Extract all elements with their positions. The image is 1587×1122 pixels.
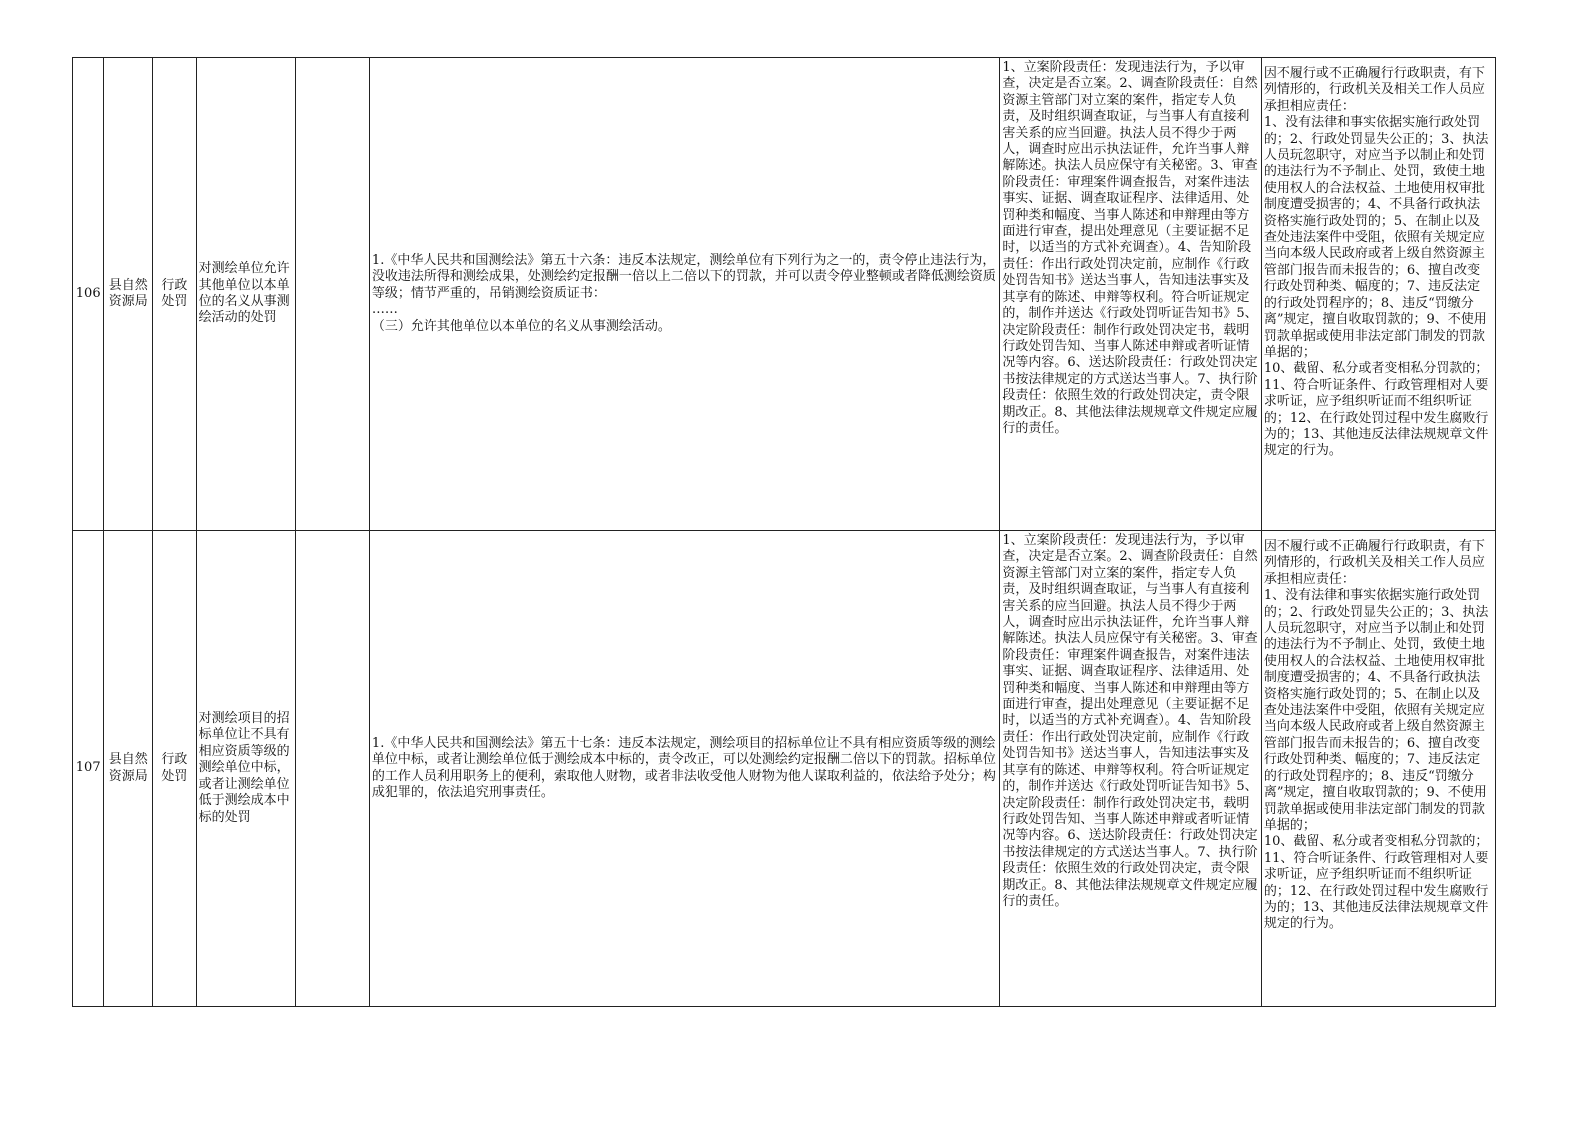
item-name-cell: 对测绘单位允许其他单位以本单位的名义从事测绘活动的处罚 — [196, 58, 295, 531]
empty-cell — [295, 531, 369, 1007]
legal-basis-text: 1.《中华人民共和国测绘法》第五十七条：违反本法规定，测绘项目的招标单位让不具有相应资质等级的测绘单位中标，或者让测绘单位低于测绘成本中标的，责令改正，可以处测绘约定报酬二倍以下的罚款。招标单位的工作人员利用职务上的便利，索取他人财物，或者非法收受他人财物为他人谋取利益的，依法给予处分；构成犯罪的，依法追究刑事责任。 — [371, 735, 996, 800]
legal-basis-clause: （三）允许其他单位以本单位的名义从事测绘活动。 — [371, 318, 671, 334]
item-name-cell: 对测绘项目的招标单位让不具有相应资质等级的测绘单位中标，或者让测绘单位低于测绘成本中标的处罚 — [196, 531, 295, 1007]
legal-basis-cell — [369, 531, 999, 1007]
power-type-cell: 行政处罚 — [153, 531, 197, 1007]
table-row — [73, 58, 1496, 531]
table-row — [73, 531, 1496, 1007]
legal-basis-ellipsis: …… — [371, 302, 398, 318]
department-cell: 县自然资源局 — [104, 58, 153, 531]
empty-cell — [295, 58, 369, 531]
power-list-table — [72, 57, 1496, 1007]
accountability-cell: 因不履行或不正确履行行政职责，有下列情形的，行政机关及相关工作人员应承担相应责任： 1、没有法律和事实依据实施行政处罚的；2、行政处罚显失公正的；3、执法人员玩忽职守，对应当予以制止和处罚的违法行为不予制止、处罚，致使土地使用权人的合法权益、土地使用权审批制度遭受损害的；4、不具备行政执法资格实施行政处罚的；5、在制止以及查处违法案件中受阻，依照有关规定应当向本级人民政府或者上级自然资源主管部门报告而未报告的；6、擅自改变行政处罚种类、幅度的；7、违反法定的行政处罚程序的；8、违反“罚缴分离”规定，擅自收取罚款的；9、不使用罚款单据或使用非法定部门制发的罚款单据的； 10、截留、私分或者变相私分罚款的；11、符合听证条件、行政管理相对人要求听证，应予组织听证而不组织听证的；12、在行政处罚过程中发生腐败行为的；13、其他违反法律法规规章文件规定的行为。 — [1261, 531, 1495, 1007]
responsibility-cell: 1、立案阶段责任：发现违法行为，予以审查，决定是否立案。2、调查阶段责任：自然资源主管部门对立案的案件，指定专人负责，及时组织调查取证，与当事人有直接利害关系的应当回避。执法人员不得少于两人，调查时应出示执法证件，允许当事人辩解陈述。执法人员应保守有关秘密。3、审查阶段责任：审理案件调查报告，对案件违法事实、证据、调查取证程序、法律适用、处罚种类和幅度、当事人陈述和申辩理由等方面进行审查，提出处理意见（主要证据不足时，以适当的方式补充调查）。4、告知阶段责任：作出行政处罚决定前，应制作《行政处罚告知书》送达当事人，告知违法事实及其享有的陈述、申辩等权利。符合听证规定的，制作并送达《行政处罚听证告知书》5、决定阶段责任：制作行政处罚决定书，载明行政处罚告知、当事人陈述申辩或者听证情况等内容。6、送达阶段责任：行政处罚决定书按法律规定的方式送达当事人。7、执行阶段责任：依照生效的行政处罚决定，责令限期改正。8、其他法律法规规章文件规定应履行的责任。 — [1000, 58, 1261, 531]
legal-basis-cell — [369, 58, 999, 531]
row-number: 107 — [73, 531, 104, 1007]
power-type-cell: 行政处罚 — [153, 58, 197, 531]
legal-basis-text: 1.《中华人民共和国测绘法》第五十六条：违反本法规定，测绘单位有下列行为之一的，责令停止违法行为，没收违法所得和测绘成果，处测绘约定报酬一倍以上二倍以下的罚款，并可以责令停业整顿或者降低测绘资质等级；情节严重的，吊销测绘资质证书： — [371, 252, 996, 301]
responsibility-cell: 1、立案阶段责任：发现违法行为，予以审查，决定是否立案。2、调查阶段责任：自然资源主管部门对立案的案件，指定专人负责，及时组织调查取证，与当事人有直接利害关系的应当回避。执法人员不得少于两人，调查时应出示执法证件，允许当事人辩解陈述。执法人员应保守有关秘密。3、审查阶段责任：审理案件调查报告，对案件违法事实、证据、调查取证程序、法律适用、处罚种类和幅度、当事人陈述和申辩理由等方面进行审查，提出处理意见（主要证据不足时，以适当的方式补充调查）。4、告知阶段责任：作出行政处罚决定前，应制作《行政处罚告知书》送达当事人，告知违法事实及其享有的陈述、申辩等权利。符合听证规定的，制作并送达《行政处罚听证告知书》5、决定阶段责任：制作行政处罚决定书，载明行政处罚告知、当事人陈述申辩或者听证情况等内容。6、送达阶段责任：行政处罚决定书按法律规定的方式送达当事人。7、执行阶段责任：依照生效的行政处罚决定，责令限期改正。8、其他法律法规规章文件规定应履行的责任。 — [1000, 531, 1261, 1007]
accountability-cell: 因不履行或不正确履行行政职责，有下列情形的，行政机关及相关工作人员应承担相应责任： 1、没有法律和事实依据实施行政处罚的；2、行政处罚显失公正的；3、执法人员玩忽职守，对应当予以制止和处罚的违法行为不予制止、处罚，致使土地使用权人的合法权益、土地使用权审批制度遭受损害的；4、不具备行政执法资格实施行政处罚的；5、在制止以及查处违法案件中受阻，依照有关规定应当向本级人民政府或者上级自然资源主管部门报告而未报告的；6、擅自改变行政处罚种类、幅度的；7、违反法定的行政处罚程序的；8、违反“罚缴分离”规定，擅自收取罚款的；9、不使用罚款单据或使用非法定部门制发的罚款单据的； 10、截留、私分或者变相私分罚款的；11、符合听证条件、行政管理相对人要求听证，应予组织听证而不组织听证的；12、在行政处罚过程中发生腐败行为的；13、其他违反法律法规规章文件规定的行为。 — [1261, 58, 1495, 531]
row-number: 106 — [73, 58, 104, 531]
department-cell: 县自然资源局 — [104, 531, 153, 1007]
